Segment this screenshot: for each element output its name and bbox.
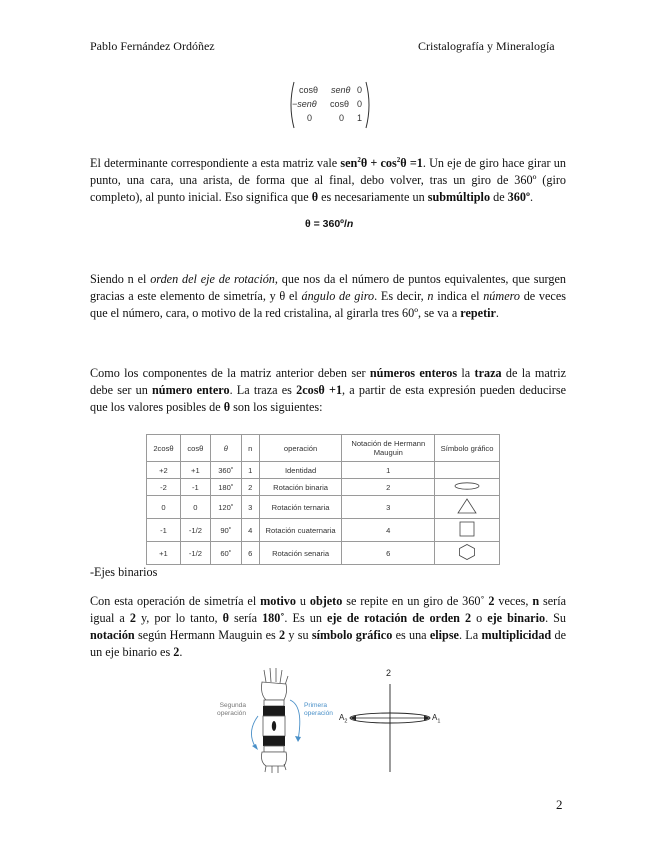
table-cell: Rotación binaria: [259, 479, 342, 496]
second-operation-label: Segunda operación: [217, 702, 246, 717]
point-a2-label: $A_2$: [339, 713, 348, 725]
rotation-matrix: [287, 80, 373, 130]
symmetry-table: [146, 434, 500, 565]
table-cell: -2: [147, 479, 181, 496]
table-cell: [435, 479, 500, 496]
page-number: 2: [556, 797, 563, 812]
table-header: Símbolo gráfico: [435, 435, 500, 462]
first-operation-label: Primera operación: [304, 702, 333, 717]
formula-theta: θ = 360º/n: [305, 218, 354, 230]
table-cell: 90˚: [210, 519, 241, 542]
table-cell: 6: [241, 542, 259, 565]
table-cell: 2: [342, 479, 435, 496]
table-row: [147, 479, 500, 496]
matrix-cell: cosθ: [299, 85, 319, 95]
table-header: θ: [210, 435, 241, 462]
paragraph-determinant: El determinante correspondiente a esta matriz vale $sen^2\theta + \cos^2\theta =1$. Un eje de giro hace girar un punto, una cara, una arista, de forma que al final, debo volver, tras un giro de 360º (giro completo), al punto inicial. Eso significa que θ es necesariamente un submúltiplo de 360º.: [90, 156, 566, 205]
hexagon-icon: [457, 543, 477, 561]
table-cell: 2: [241, 479, 259, 496]
section-title: -Ejes binarios: [90, 565, 158, 579]
table-cell: 6: [342, 542, 435, 565]
table-header-row: [147, 435, 500, 462]
table-cell: Identidad: [259, 462, 342, 479]
table-cell: +2: [147, 462, 181, 479]
table-cell: -1: [147, 519, 181, 542]
table-cell: [435, 496, 500, 519]
table-header: cosθ: [180, 435, 210, 462]
paragraph-trace: Como los componentes de la matriz anterior deben ser números enteros la traza de la matriz debe ser un número entero. La traza es 2cosθ +1, a partir de esta expresión pueden deducirse que los valores posibles de θ son los siguientes:: [90, 366, 567, 414]
table-cell: 3: [342, 496, 435, 519]
matrix-cell: 0: [357, 85, 363, 95]
table-cell: 3: [241, 496, 259, 519]
table-cell: 180˚: [210, 479, 241, 496]
table-cell: -1/2: [180, 542, 210, 565]
table-cell: +1: [147, 542, 181, 565]
header-author: Pablo Fernández Ordóñez: [90, 39, 215, 53]
table-cell: 1: [241, 462, 259, 479]
square-icon: [457, 520, 477, 538]
binary-axis-figure: [200, 666, 460, 774]
table-cell: [435, 542, 500, 565]
hand-rotation-diagram: [200, 666, 460, 774]
table-cell: 4: [241, 519, 259, 542]
table-header: n: [241, 435, 259, 462]
matrix-cell: 0: [357, 99, 363, 109]
table-cell: +1: [180, 462, 210, 479]
table-row: [147, 519, 500, 542]
table-header: 2cosθ: [147, 435, 181, 462]
table-cell: 4: [342, 519, 435, 542]
axis-order-label: 2: [386, 668, 392, 678]
paragraph-binary-axis: Con esta operación de simetría el motivo u objeto se repite en un giro de 360˚ 2 veces, n sería igual a 2 y, por lo tanto, θ sería 180˚. Es un eje de rotación de orden 2 o eje binario. Su notación según Hermann Mauguin es 2 y su símbolo gráfico es una elipse. La multiplicidad de un eje binario es 2.: [90, 594, 567, 659]
table-cell: 0: [147, 496, 181, 519]
table-cell: 360˚: [210, 462, 241, 479]
table-cell: -1/2: [180, 519, 210, 542]
triangle-icon: [457, 497, 477, 515]
matrix-cell: cosθ: [330, 99, 350, 109]
table-cell: 0: [180, 496, 210, 519]
header-subject: Cristalografía y Mineralogía: [418, 39, 555, 53]
matrix-cell: 1: [357, 113, 363, 123]
table-cell: -1: [180, 479, 210, 496]
matrix-cell: senθ: [331, 85, 351, 95]
matrix-cell: −senθ: [292, 99, 317, 109]
table-cell: [435, 462, 500, 479]
table-cell: [435, 519, 500, 542]
matrix-cell: 0: [307, 113, 313, 123]
table-cell: 120˚: [210, 496, 241, 519]
matrix-cell: 0: [339, 113, 345, 123]
table-cell: 60˚: [210, 542, 241, 565]
table-cell: Rotación senaria: [259, 542, 342, 565]
point-a1-label: $A_1$: [432, 713, 441, 725]
table-header: Notación de Hermann Mauguin: [342, 435, 435, 462]
paragraph-order: Siendo n el orden del eje de rotación, que nos da el número de puntos equivalentes, que surgen gracias a este elemento de simetría, y θ el ángulo de giro. Es decir, n indica el número de veces que el número, cara, o motivo de la red cristalina, al girarla tres 60º, se va a repetir.: [90, 272, 566, 320]
table-row: [147, 496, 500, 519]
table-header: operación: [259, 435, 342, 462]
table-row: [147, 462, 500, 479]
table-cell: 1: [342, 462, 435, 479]
table-cell: Rotación cuaternaria: [259, 519, 342, 542]
table-cell: Rotación ternaria: [259, 496, 342, 519]
table-row: [147, 542, 500, 565]
ellipse-icon: [452, 481, 482, 491]
